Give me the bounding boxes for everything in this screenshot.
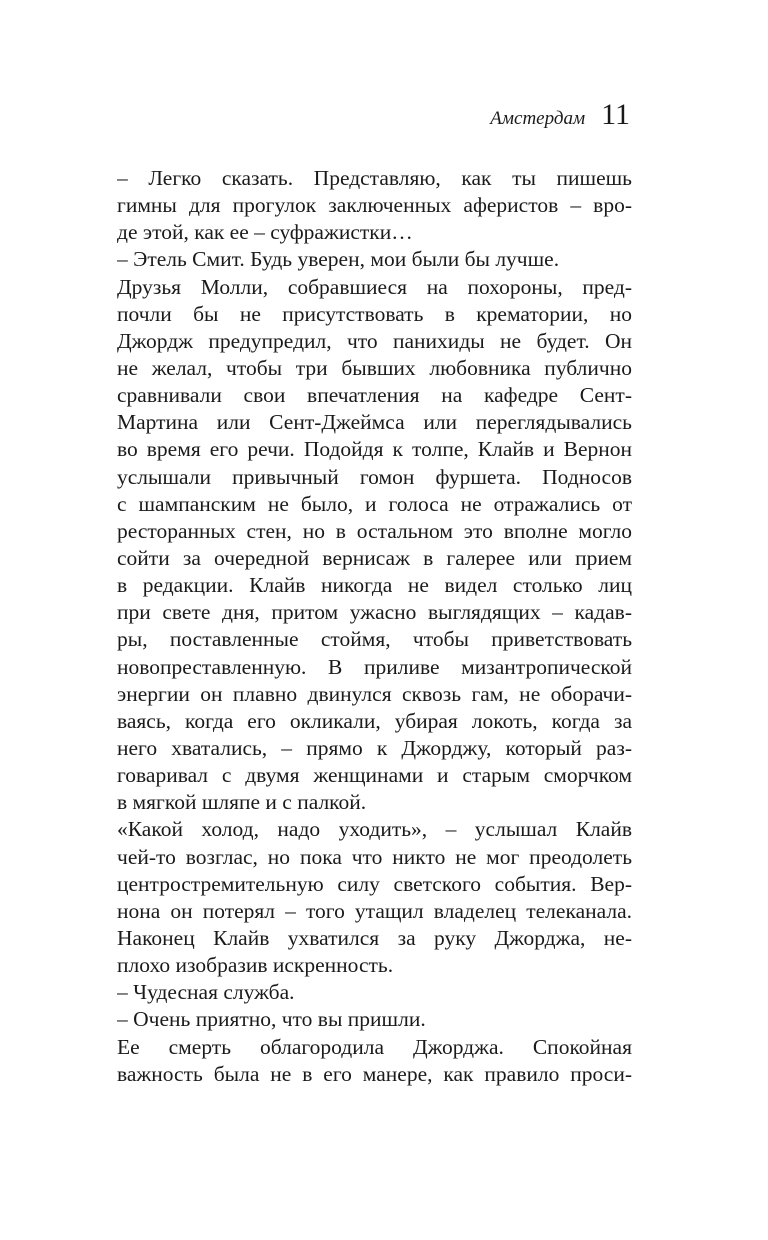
text-line: – Легко сказать. Представляю, как ты пишешь [117,166,632,190]
text-line: важность была не в его манере, как правило проси- [117,1061,632,1086]
text-line: Мартина или Сент-Джеймса или переглядывались [117,410,632,435]
text-line: энергии он плавно двинулся сквозь гам, не оборачи- [117,681,632,706]
text-line: при свете дня, притом ужасно выглядящих – кадав- [117,600,632,625]
text-line: почли бы не присутствовать в крематории, но [117,301,632,326]
text-line: сравнивали свои впечатления на кафедре Сент- [117,383,632,408]
text-line: с шампанским не было, и голоса не отражались от [117,491,632,516]
text-line: ры, поставленные стоймя, чтобы приветствовать [117,627,632,652]
text-line: в редакции. Клайв никогда не видел столько лиц [117,573,632,598]
text-line: говаривал с двумя женщинами и старым сморчком [117,763,632,788]
text-line: новопреставленную. В приливе мизантропической [117,654,632,679]
text-line: Друзья Молли, собравшиеся на похороны, пред- [117,274,632,299]
text-line: – Очень приятно, что вы пришли. [117,1007,426,1032]
text-line: нона он потерял – того утащил владелец телеканала. [117,898,632,923]
text-line: плохо изобразив искренность. [117,953,394,978]
text-line: де этой, как ее – суфражистки… [117,220,413,245]
text-line: «Какой холод, надо уходить», – услышал Клайв [117,817,632,842]
text-line: сойти за очередной вернисаж в галерее или прием [117,545,632,570]
page-number: 11 [601,98,630,131]
text-line: услышали привычный гомон фуршета. Подносов [117,464,632,489]
text-line: центростремительную силу светского события. Вер- [117,871,632,896]
text-line: него хватались, – прямо к Джорджу, который раз- [117,735,632,760]
running-title: Амстердам [490,108,586,129]
running-head [490,98,630,138]
text-body [117,165,632,1088]
text-line: – Чудесная служба. [117,980,295,1005]
text-line: во время его речи. Подойдя к толпе, Клайв и Вернон [117,437,632,462]
text-line: ваясь, когда его окликали, убирая локоть, когда за [117,708,632,733]
text-line: Наконец Клайв ухватился за руку Джорджа, не- [117,925,632,950]
text-line: в мягкой шляпе и с палкой. [117,790,367,815]
text-line: чей-то возглас, но пока что никто не мог преодолеть [117,844,632,869]
text-line: – Этель Смит. Будь уверен, мои были бы лучше. [117,247,560,272]
text-line: Джордж предупредил, что панихиды не будет. Он [117,328,632,353]
text-line: ресторанных стен, но в остальном это вполне могло [117,518,632,543]
text-line: Ее смерть облагородила Джорджа. Спокойная [117,1034,632,1059]
text-line: гимны для прогулок заключенных аферистов – вро- [117,193,632,218]
text-line: не желал, чтобы три бывших любовника публично [117,355,632,380]
